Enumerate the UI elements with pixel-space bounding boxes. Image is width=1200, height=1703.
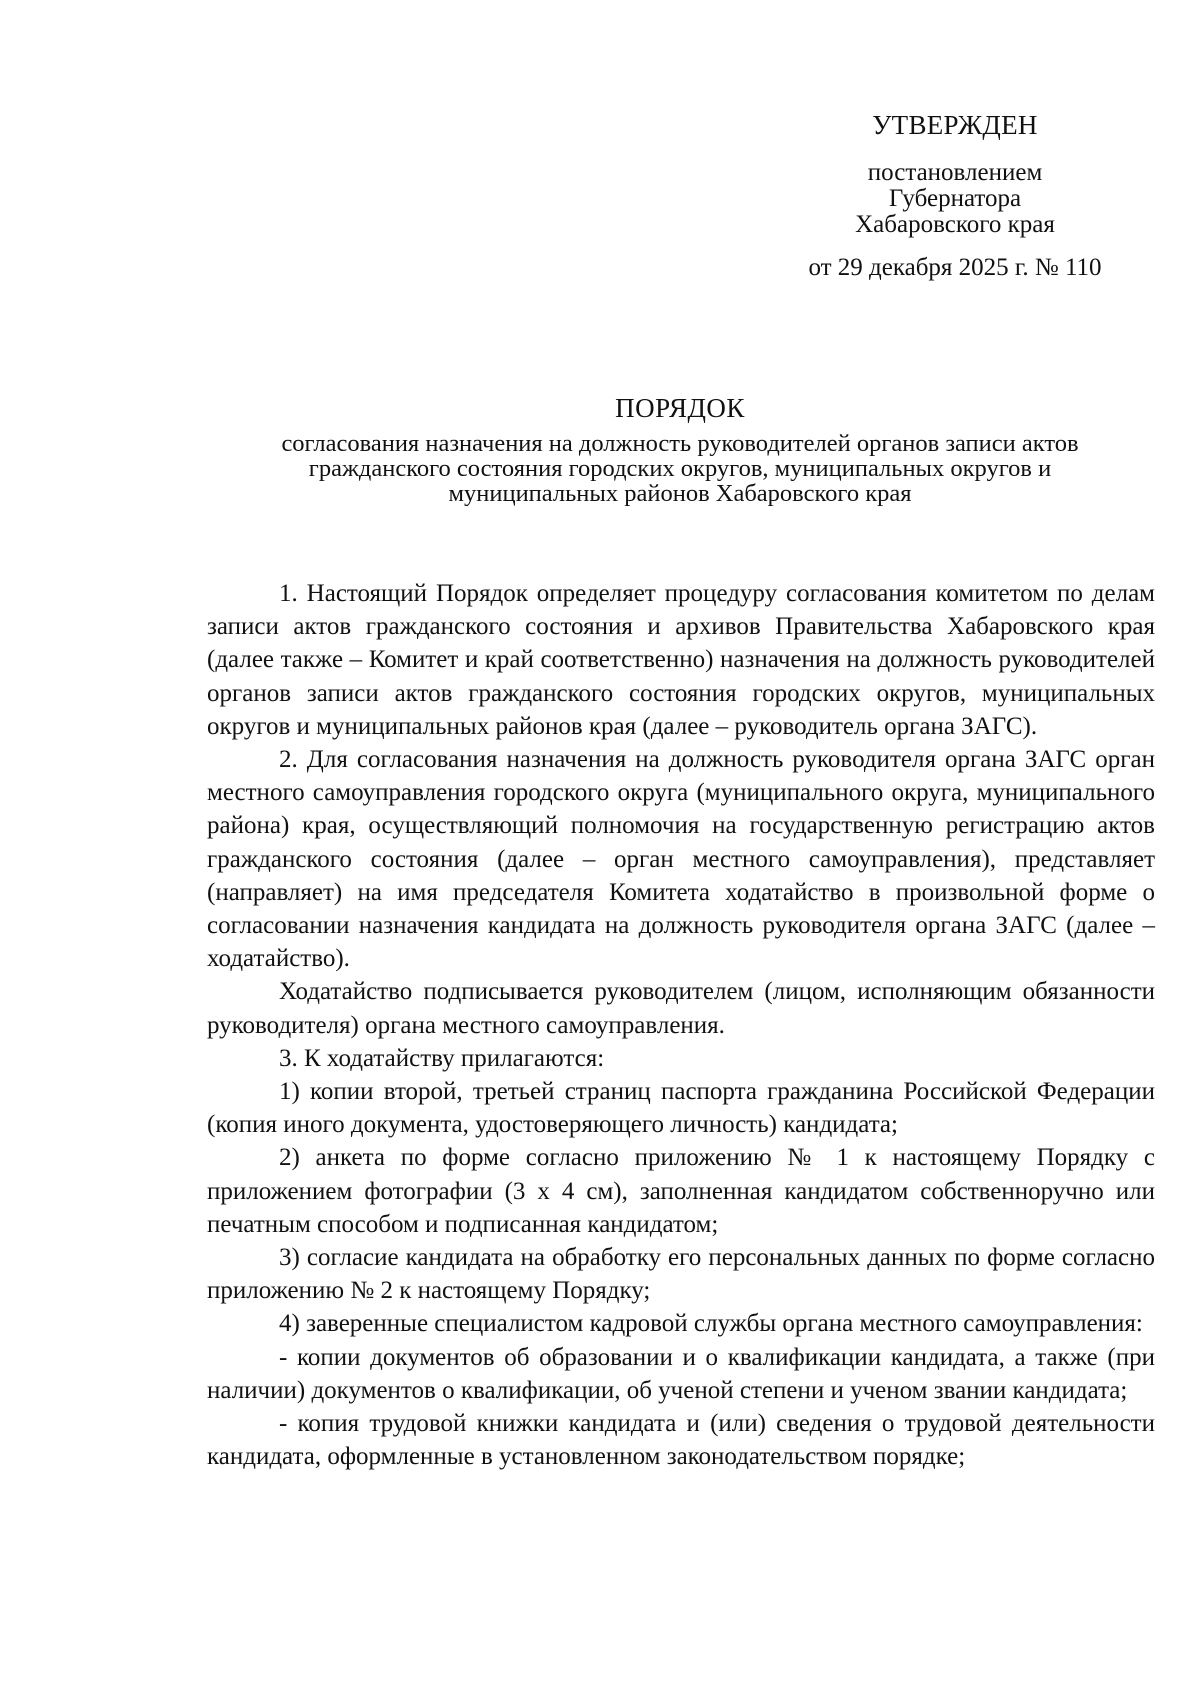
approval-stamp-block	[780, 112, 1130, 281]
document-subtitle	[185, 431, 1175, 506]
paragraph-3: 3. К ходатайству прилагаются:	[279, 1044, 605, 1072]
list-item-certified: 4) заверенные специалистом кадровой службы органа местного самоуправления:	[279, 1310, 1143, 1338]
approval-line-governor: Губернатора	[888, 185, 1022, 212]
paragraph-2: 2. Для согласования назначения на должность руководителя органа ЗАГС орган местного самоуправления городского округа (муниципального округа, муниципального района) края, осуществляющий полномочия на государственную регистрацию актов гражданского состояния (далее – орган местного самоуправления), представляет (направляет) на имя председателя Комитета ходатайство в произвольной форме о согласовании назначения кандидата на должность руководителя органа ЗАГС (далее – ходатайство).	[207, 746, 1155, 973]
document-title: ПОРЯДОК	[615, 393, 745, 423]
subtitle-line: согласования назначения на должность руководителей органов записи актов	[281, 430, 1079, 457]
subtitle-line: гражданского состояния городских округов, муниципальных округов и	[308, 455, 1052, 482]
approval-heading: УТВЕРЖДЕН	[872, 110, 1038, 140]
list-subitem-employment: - копия трудовой книжки кандидата и (или) сведения о трудовой деятельности кандидата, оформленные в установленном законодательством порядке;	[207, 1410, 1155, 1471]
approval-line-decree: постановлением	[867, 159, 1043, 186]
document-body	[207, 577, 1155, 1473]
list-item-passport: 1) копии второй, третьей страниц паспорта гражданина Российской Федерации (копия иного документа, удостоверяющего личность) кандидата;	[207, 1078, 1155, 1139]
list-subitem-education: - копии документов об образовании и о квалификации кандидата, а также (при наличии) документов о квалификации, об ученой степени и ученом звании кандидата;	[207, 1343, 1155, 1404]
approval-line-region: Хабаровского края	[855, 211, 1055, 238]
paragraph-2-signature: Ходатайство подписывается руководителем (лицом, исполняющим обязанности руководителя) органа местного самоуправления.	[207, 978, 1155, 1039]
list-item-consent: 3) согласие кандидата на обработку его персональных данных по форме согласно приложению № 2 к настоящему Порядку;	[207, 1244, 1155, 1305]
list-item-questionnaire: 2) анкета по форме согласно приложению № 1 к настоящему Порядку с приложением фотографии (3 х 4 см), заполненная кандидатом собственноручно или печатным способом и подписанная кандидатом;	[207, 1144, 1155, 1238]
approval-date: от 29 декабря 2025 г. № 110	[808, 254, 1102, 281]
paragraph-1: 1. Настоящий Порядок определяет процедуру согласования комитетом по делам записи актов гражданского состояния и архивов Правительства Хабаровского края (далее также – Комитет и край соответственно) назначения на должность руководителей органов записи актов гражданского состояния городских округов, муниципальных округов и муниципальных районов края (далее – руководитель органа ЗАГС).	[207, 580, 1155, 740]
subtitle-line: муниципальных районов Хабаровского края	[448, 480, 912, 507]
